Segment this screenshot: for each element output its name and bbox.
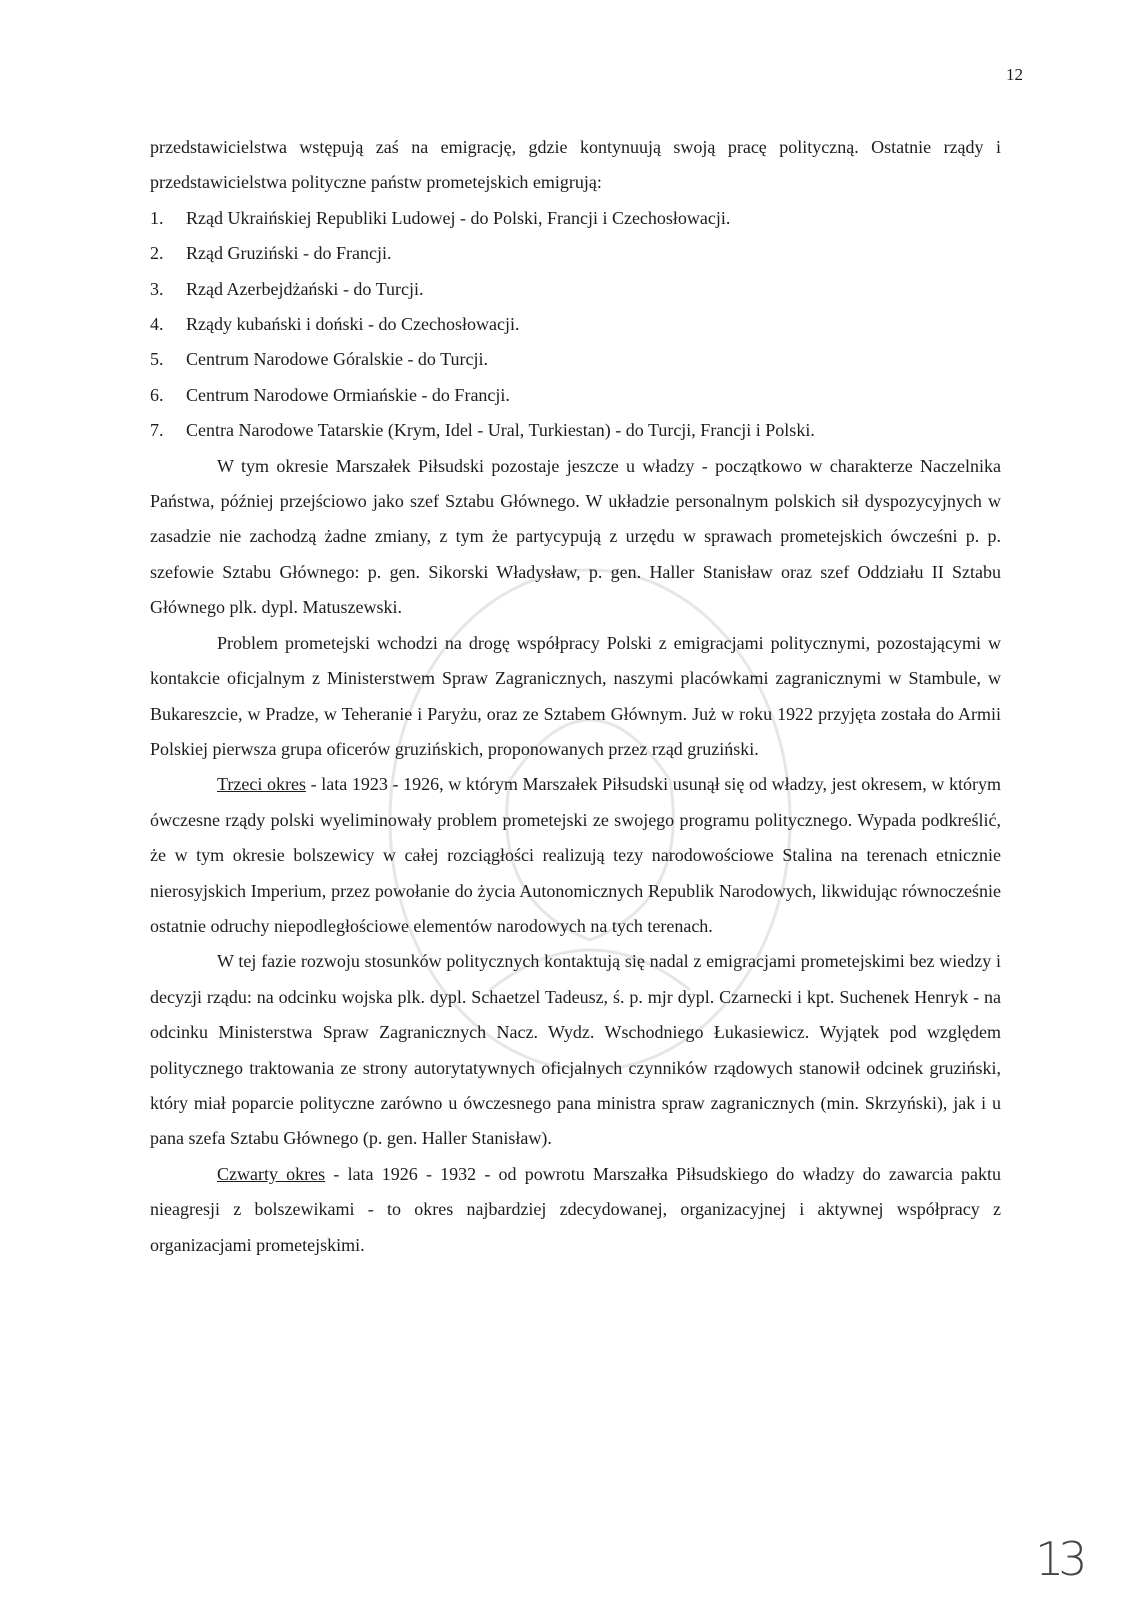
list-item-number: 1.	[150, 207, 164, 228]
list-item-text: Rząd Ukraińskiej Republiki Ludowej - do Polski, Francji i Czechosłowacji.	[186, 207, 731, 228]
handwritten-page-number: 13	[1035, 1532, 1082, 1586]
third-period-heading: Trzeci okres	[217, 774, 306, 795]
list-item-text: Rządy kubański i doński - do Czechosłowacji.	[186, 314, 520, 335]
list-item	[150, 413, 1001, 448]
list-item	[150, 342, 1001, 377]
list-item-text: Centra Narodowe Tatarskie (Krym, Idel - Ural, Turkiestan) - do Turcji, Francji i Polski.	[186, 420, 815, 441]
list-item	[150, 236, 1001, 271]
fourth-period-text: - lata 1926 - 1932 - od powrotu Marszałka Piłsudskiego do władzy do zawarcia paktu nieagresji z bolszewikami - to okres najbardziej zdecydowanej, organizacyjnej i aktywnej współpracy z organizacjami prometejskimi.	[150, 1163, 1002, 1255]
list-item-text: Rząd Azerbejdżański - do Turcji.	[186, 278, 424, 299]
list-item	[150, 201, 1001, 236]
paragraph-fourth-period	[150, 1157, 1001, 1263]
page-number: 12	[1006, 65, 1023, 84]
list-item-text: Centrum Narodowe Ormiańskie - do Francji.	[186, 384, 510, 405]
list-item-number: 4.	[150, 314, 164, 335]
list-item-number: 3.	[150, 278, 164, 299]
list-item	[150, 272, 1001, 307]
list-item-number: 7.	[150, 420, 164, 441]
paragraph-third-period	[150, 767, 1001, 944]
list-item-number: 5.	[150, 349, 164, 370]
body-text	[150, 130, 1001, 1263]
intro-paragraph: przedstawicielstwa wstępują zaś na emigrację, gdzie kontynuują swoją pracę polityczną. Ostatnie rządy i przedstawicielstwa polityczne państw prometejskich emigrują:	[150, 137, 1001, 193]
paragraph-contacts: W tej fazie rozwoju stosunków politycznych kontaktują się nadal z emigracjami prometejskimi bez wiedzy i decyzji rządu: na odcinku wojska plk. dypl. Schaetzel Tadeusz, ś. p. mjr dypl. Czarnecki i kpt. Suchenek Henryk - na odcinku Ministerstwa Spraw Zagranicznych Nacz. Wydz. Wschodniego Łukasiewicz. Wyjątek pod względem politycznego traktowania ze strony autorytatywnych oficjalnych czynników rządowych stanowił odcinek gruziński, który miał poparcie polityczne zarówno u ówczesnego pana ministra spraw zagranicznych (min. Skrzyński), jak i u pana szefa Sztabu Głównego (p. gen. Haller Stanisław).	[150, 951, 1001, 1149]
paragraph-problem-prometejski: Problem prometejski wchodzi na drogę współpracy Polski z emigracjami politycznymi, pozostającymi w kontakcie oficjalnym z Ministerstwem Spraw Zagranicznych, naszymi placówkami zagranicznymi w Stambule, w Bukareszcie, w Pradze, w Teheranie i Paryżu, oraz ze Sztabem Głównym. Już w roku 1922 przyjęta została do Armii Polskiej pierwsza grupa oficerów gruzińskich, proponowanych przez rząd gruziński.	[150, 632, 1001, 759]
list-item	[150, 307, 1001, 342]
paragraph-pilsudski-power: W tym okresie Marszałek Piłsudski pozostaje jeszcze u władzy - początkowo w charakterze Naczelnika Państwa, później przejściowo jako szef Sztabu Głównego. W układzie personalnym polskich sił dyspozycyjnych w zasadzie nie zachodzą żadne zmiany, z tym że partycypują z urzędu w sprawach prometejskich ówcześni p. p. szefowie Sztabu Głównego: p. gen. Sikorski Władysław, p. gen. Haller Stanisław oraz szef Oddziału II Sztabu Głównego plk. dypl. Matuszewski.	[150, 455, 1001, 618]
third-period-text: - lata 1923 - 1926, w którym Marszałek Piłsudski usunął się od władzy, jest okresem, w którym ówczesne rządy polski wyeliminowały problem prometejski ze swojego programu politycznego. Wypada podkreślić, że w tym okresie bolszewicy w całej rozciągłości realizują tezy narodowościowe Stalina na terenach etnicznie nierosyjskich Imperium, przez powołanie do życia Autonomicznych Republik Narodowych, likwidując równocześnie ostatnie odruchy niepodległościowe elementów narodowych na tych terenach.	[150, 774, 1001, 936]
emigration-list	[150, 201, 1001, 449]
list-item-text: Centrum Narodowe Góralskie - do Turcji.	[186, 349, 488, 370]
fourth-period-heading: Czwarty okres	[217, 1163, 326, 1184]
list-item	[150, 378, 1001, 413]
list-item-number: 2.	[150, 243, 164, 264]
list-item-number: 6.	[150, 384, 164, 405]
list-item-text: Rząd Gruziński - do Francji.	[186, 243, 392, 264]
